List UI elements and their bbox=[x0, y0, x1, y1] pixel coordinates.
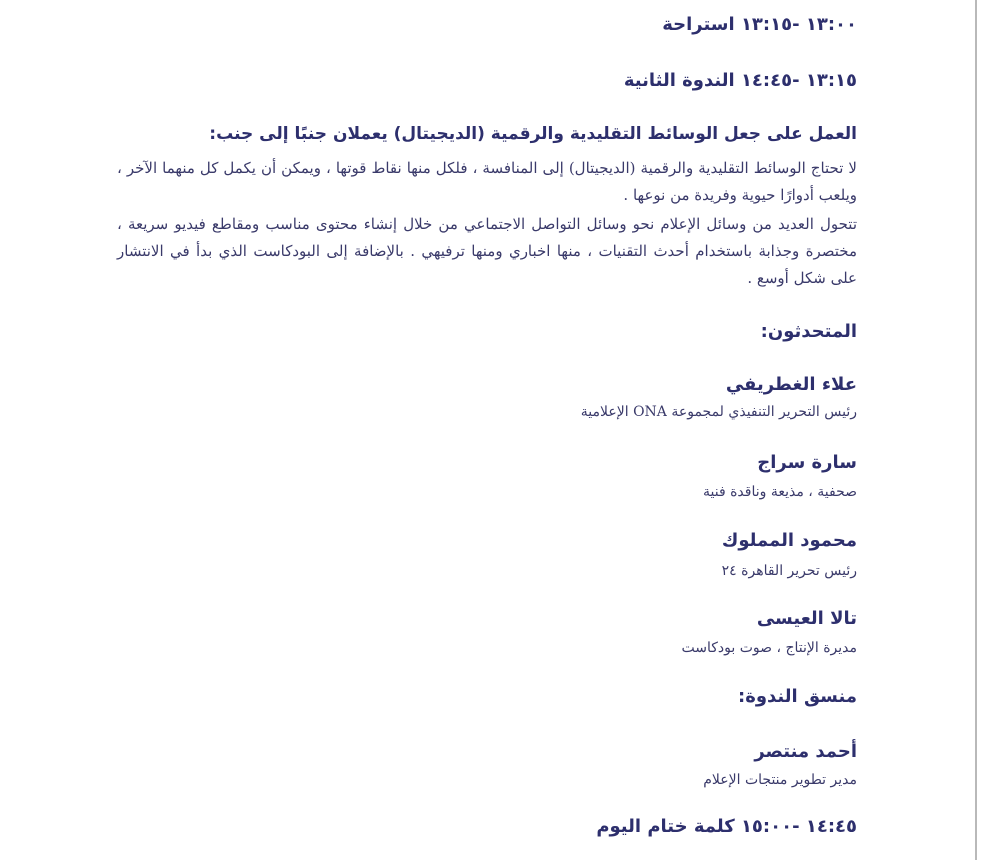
speaker-role: مديرة الإنتاج ، صوت بودكاست bbox=[681, 640, 857, 656]
panel-paragraph-1: لا تحتاج الوسائط التقليدية والرقمية (الديجيتال) إلى المنافسة ، فلكل منها نقاط قوتها ، ويمكن أن يكمل كل منهما الآخر ، ويلعب أدوارًا حيوية وفريدة من نوعها . bbox=[117, 159, 857, 204]
panel-paragraph-2: تتحول العديد من وسائل الإعلام نحو وسائل التواصل الاجتماعي من خلال إنشاء محتوى مناسب ومقاطع فيديو سريعة ، مختصرة وجذابة باستخدام أحدث التقنيات ، منها اخباري ومنها ترفيهي . بالإضافة إلى البودكاست الذي بدأ في الانتشار على شكل أوسع . bbox=[117, 215, 857, 287]
speaker-role: صحفية ، مذيعة وناقدة فنية bbox=[702, 484, 857, 500]
page-edge-divider bbox=[975, 0, 977, 860]
schedule-closing: ١٤:٤٥ -١٥:٠٠ كلمة ختام اليوم bbox=[596, 816, 857, 837]
speaker-name: علاء الغطريفي bbox=[725, 374, 857, 395]
speaker-name: سارة سراج bbox=[757, 452, 857, 473]
speakers-heading: المتحدثون: bbox=[760, 321, 857, 342]
schedule-second-panel: ١٣:١٥ -١٤:٤٥ الندوة الثانية bbox=[623, 70, 857, 91]
speaker-role: رئيس تحرير القاهرة ٢٤ bbox=[721, 563, 857, 579]
moderator-name: أحمد منتصر bbox=[754, 741, 857, 762]
moderator-heading: منسق الندوة: bbox=[738, 686, 857, 707]
panel-title: العمل على جعل الوسائط التقليدية والرقمية (الديجيتال) يعملان جنبًا إلى جنب: bbox=[209, 124, 857, 144]
speaker-name: محمود المملوك bbox=[721, 530, 857, 551]
speaker-name: تالا العيسى bbox=[756, 608, 857, 629]
speaker-role: رئيس التحرير التنفيذي لمجموعة ONA الإعلامية bbox=[580, 404, 857, 420]
schedule-break: ١٣:٠٠ -١٣:١٥ استراحة bbox=[662, 14, 857, 35]
moderator-role: مدير تطوير منتجات الإعلام bbox=[703, 772, 857, 788]
